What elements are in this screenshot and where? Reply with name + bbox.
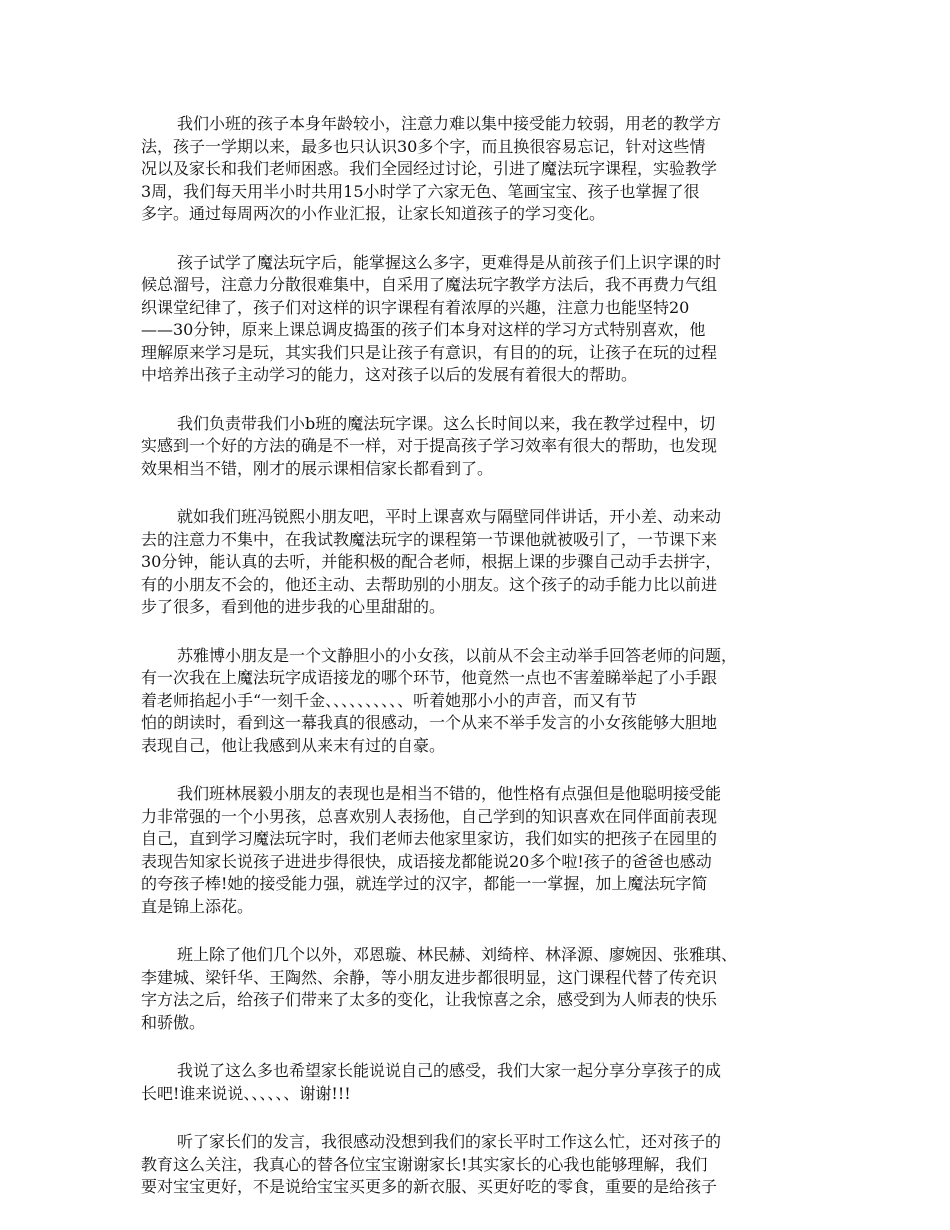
text-line: 实感到一个好的方法的确是不一样，对于提高孩子学习效率有很大的帮助，也发现 [141,436,718,455]
text-line: 步了很多，看到他的进步我的心里甜甜的。 [141,597,446,616]
paragraph [141,1131,816,1199]
document-body [141,113,816,1225]
text-line: 孩子试学了魔法玩字后，能掌握这么多字，更难得是从前孩子们上识字课的时 [177,252,722,272]
text-line: 直是锦上添花。 [141,896,254,916]
paragraph [141,252,816,387]
text-line: 织课堂纪律了，孩子们对这样的识字课程有着浓厚的兴趣，注意力也能坚特20 [141,297,690,317]
text-line: 30分钟，能认真的去听，并能积极的配合老师，根据上课的步骤自己动手去拼字， [141,552,722,571]
text-line: 中培养出孩子主动学习的能力，这对孩子以后的发展有着很大的帮助。 [141,365,638,384]
paragraph [141,1060,816,1105]
text-line: 我说了这么多也希望家长能说说自己的感受，我们大家一起分享分享孩子的成 [177,1061,722,1080]
text-line: 就如我们班冯锐熙小朋友吧，平时上课喜欢与隔壁同伴讲话，开小差、动来动 [177,507,722,526]
text-line: 长吧!谁来说说、、、、、、谢谢!!! [141,1083,351,1103]
text-line: 的夸孩子棒!她的接受能力强，就连学过的汉字，都能一一掌握，加上魔法玩字简 [141,874,708,893]
text-line: 着老师掐起小手“一刻千金、、、、、、、、、、听着她那小小的声音，而又有节 [141,690,638,710]
text-line: 去的注意力不集中，在我试教魔法玩字的课程第一节课他就被吸引了，一节课下来 [141,529,718,549]
paragraph [141,506,816,619]
text-line: 况以及家长和我们老师困惑。我们全园经过讨论，引进了魔法玩字课程，实验教学 [141,159,718,178]
text-line: 多字。通过每周两次的小作业汇报，让家长知道孩子的学习变化。 [141,204,606,223]
text-line: 要对宝宝更好，不是说给宝宝买更多的新衣服、买更好吃的零食，重要的是给孩子 [141,1177,718,1196]
text-line: 我们小班的孩子本身年龄较小，注意力难以集中接受能力较弱，用老的教学方 [177,114,722,133]
text-line: 理解原来学习是玩，其实我们只是让孩子有意识，有目的的玩，让孩子在玩的过程 [141,342,718,362]
text-line: 我们负责带我们小b班的魔法玩字课。这么长时间以来，我在教学过程中，切 [177,413,716,433]
paragraph [141,645,816,758]
paragraph [141,783,816,918]
text-line: ——30分钟，原来上课总调皮捣蛋的孩子们本身对这样的学习方式特别喜欢，他 [141,320,706,339]
text-line: 字方法之后，给孩子们带来了太多的变化，让我惊喜之余，感受到为人师表的快乐 [141,990,718,1009]
text-line: 怕的朗读时，看到这一幕我真的很感动，一个从来不举手发言的小女孩能够大胆地 [141,713,718,732]
text-line: 表现自己，他让我感到从来末有过的自豪。 [141,735,446,755]
text-line: 听了家长们的发言，我很感动没想到我们的家长平时工作这么忙，还对孩子的 [177,1132,722,1151]
text-line: 有的小朋友不会的，他还主动、去帮助别的小朋友。这个孩子的动手能力比以前进 [141,574,718,594]
text-line: 3周，我们每天用半小时共用15小时学了六家无色、笔画宝宝、孩子也掌握了很 [141,181,700,201]
text-line: 力非常强的一个小男孩，总喜欢别人表扬他，自己学到的知识喜欢在同伴面前表现 [141,806,718,826]
text-line: 自己，直到学习魔法玩字时，我们老师去他家里家访，我们如实的把孩子在园里的 [141,829,718,848]
paragraph [141,113,816,226]
text-line: 效果相当不错，刚才的展示课相信家长都看到了。 [141,458,494,478]
text-line: 班上除了他们几个以外，邓恩璇、林民赫、刘绮梓、林泽源、廖婉因、张雅琪、 [177,945,738,964]
text-line: 我们班林展毅小朋友的表现也是相当不错的，他性格有点强但是他聪明接受能 [177,784,722,803]
text-line: 候总溜号，注意力分散很难集中，自采用了魔法玩字教学方法后，我不再费力气组 [141,275,718,294]
paragraph [141,413,816,481]
text-line: 表现告知家长说孩子进进步得很快，成语接龙都能说20多个啦!孩子的爸爸也感动 [141,851,712,871]
text-line: 有一次我在上魔法玩字成语接龙的哪个环节，他竟然一点也不害羞睇举起了小手跟 [141,668,718,687]
text-line: 和骄傲。 [141,1012,206,1032]
text-line: 法，孩子一学期以来，最多也只认识30多个字，而且换很容易忘记，针对这些情 [141,136,706,156]
text-line: 教育这么关注，我真心的替各位宝宝谢谢家长!其实家长的心我也能够理解，我们 [141,1154,708,1174]
paragraph [141,944,816,1034]
text-line: 李建城、梁钎华、王陶然、余静，等小朋友进步都很明显，这门课程代替了传充识 [141,967,718,987]
text-line: 苏雅博小朋友是一个文静胆小的小女孩，以前从不会主动举手回答老师的问题， [177,645,738,665]
